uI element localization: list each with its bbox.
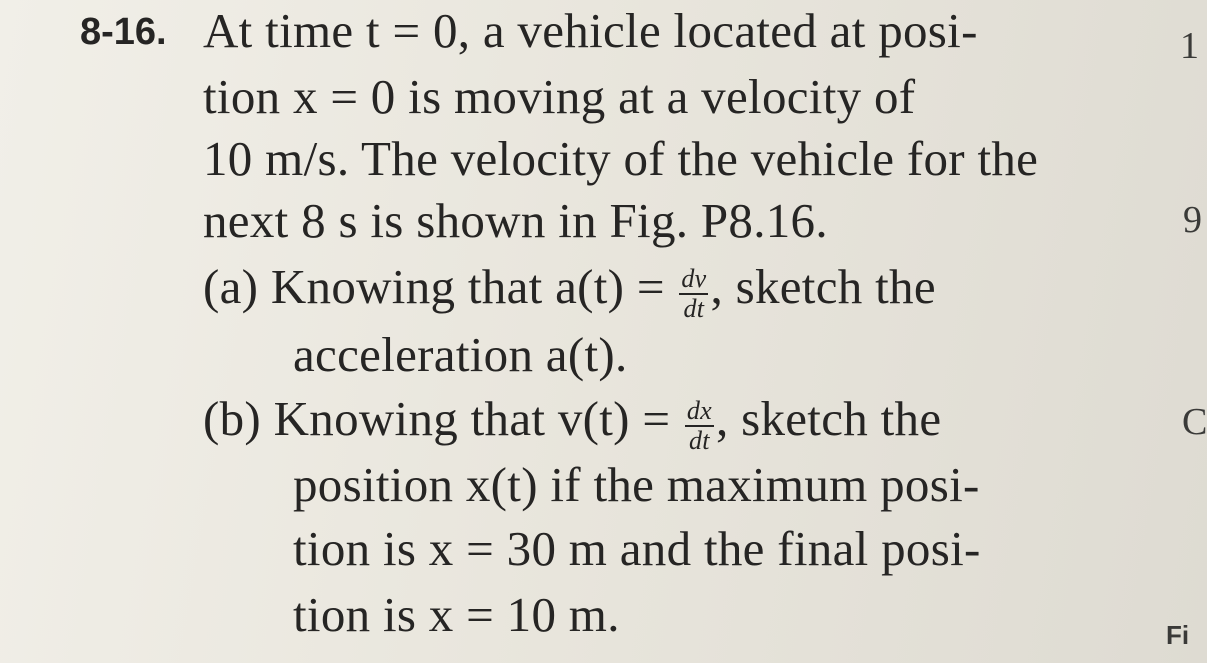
part-a-prefix: (a) Knowing that a(t) = [203, 259, 665, 314]
part-a-fraction [679, 263, 708, 323]
right-edge-char-4: Fi [1166, 620, 1190, 650]
right-edge-char-1: 1 [1180, 25, 1199, 67]
part-a-line-1 [203, 259, 936, 323]
problem-line-2: tion x = 0 is moving at a velocity of [203, 69, 916, 124]
problem-line-1: At time t = 0, a vehicle located at posi- [203, 3, 978, 58]
problem-number: 8-16. [80, 11, 167, 53]
right-edge-char-2: 9 [1183, 199, 1202, 241]
part-b-line-1 [203, 391, 942, 455]
part-b-prefix: (b) Knowing that v(t) = [203, 391, 671, 446]
part-b-line-4: tion is x = 10 m. [293, 587, 620, 642]
part-b-frac-top: dx [686, 395, 712, 425]
part-a-line-2: acceleration a(t). [293, 327, 628, 382]
part-b-fraction [685, 395, 714, 455]
part-b-line-3: tion is x = 30 m and the final posi- [293, 521, 981, 576]
problem-line-3: 10 m/s. The velocity of the vehicle for the [203, 131, 1039, 186]
part-b-suffix: , sketch the [715, 391, 942, 446]
part-b-line-2: position x(t) if the maximum posi- [293, 457, 980, 512]
problem-line-4: next 8 s is shown in Fig. P8.16. [203, 193, 828, 248]
part-a-frac-bottom: dt [683, 293, 705, 323]
part-a-suffix: , sketch the [710, 259, 936, 314]
part-a-frac-top: dv [681, 263, 707, 293]
part-b-frac-bottom: dt [689, 425, 710, 455]
right-edge-char-3: C [1182, 401, 1207, 443]
